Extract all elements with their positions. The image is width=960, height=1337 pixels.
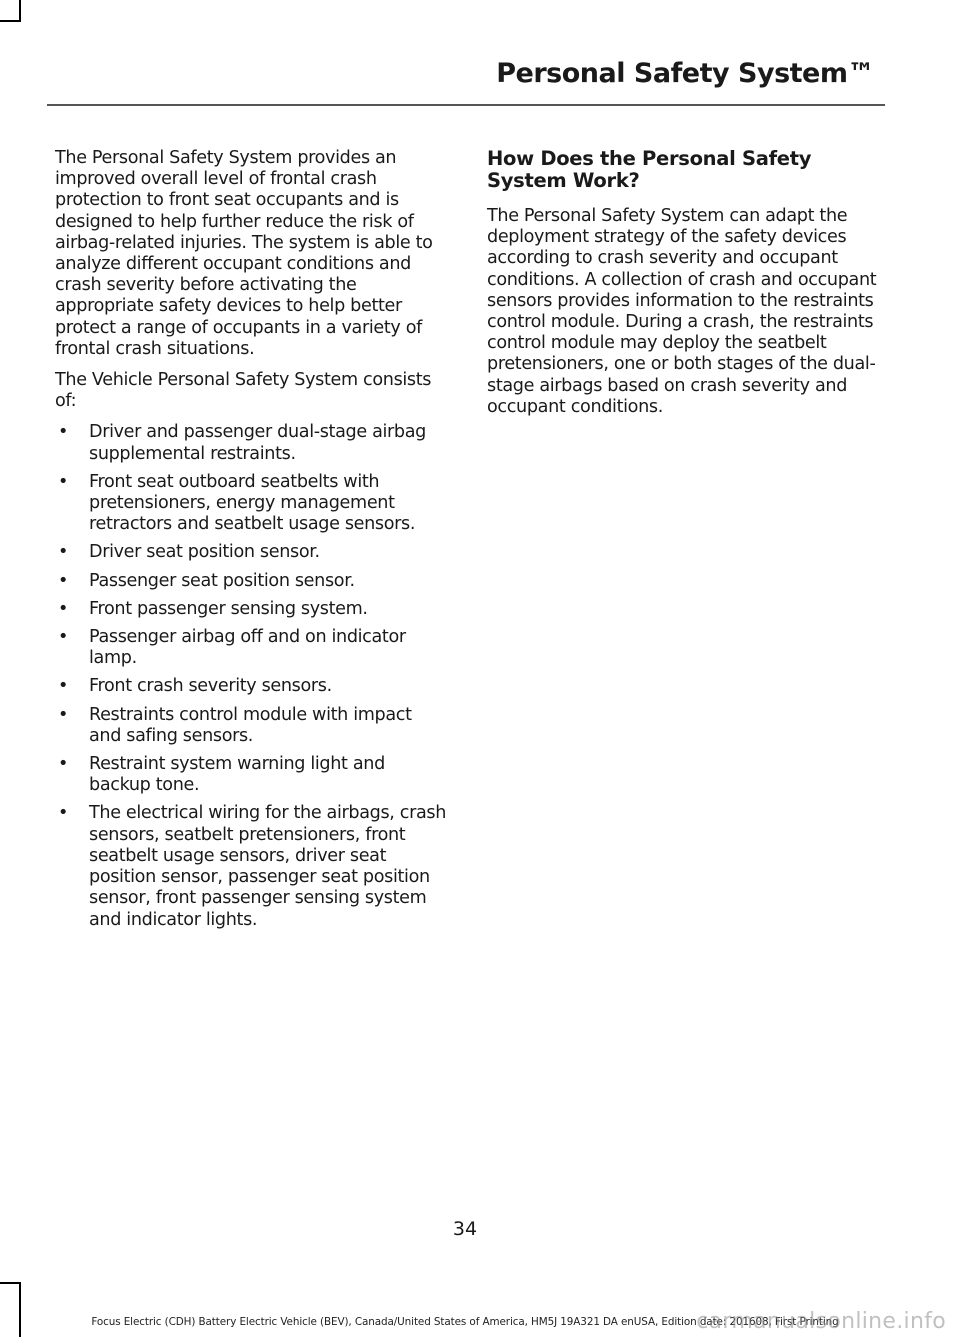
crop-mark-bottom-left-vertical — [19, 1282, 21, 1337]
watermark: carmanualsonline.info — [696, 1309, 946, 1334]
list-item-text: Driver and passenger dual-stage airbag supplemental restraints. — [89, 422, 426, 464]
list-item-text: Front passenger sensing system. — [89, 598, 368, 619]
crop-mark-bottom-left-horizontal — [0, 1282, 21, 1284]
bullet-icon: • — [58, 754, 69, 775]
list-item — [55, 571, 447, 592]
left-column — [55, 148, 447, 938]
list-item-text: Restraints control module with impact and safing sensors. — [89, 704, 412, 746]
list-item — [55, 754, 447, 796]
bullet-icon: • — [58, 627, 69, 648]
list-item — [55, 422, 447, 464]
list-item-text: Restraint system warning light and backup tone. — [89, 754, 385, 796]
list-item — [55, 599, 447, 620]
bullet-icon: • — [58, 704, 69, 725]
list-item — [55, 676, 447, 697]
how-it-works-paragraph: The Personal Safety System can adapt the deployment strategy of the safety devices according to crash severity and occupant conditions. A collection of crash and occupant sensors provides information to the restraints control module. During a crash, the restraints control module may deploy the seatbelt pretensioners, one or both stages of the dual-stage airbags based on crash severity and occupant conditions. — [487, 206, 877, 417]
list-item — [55, 803, 447, 930]
list-item-text: Passenger airbag off and on indicator lamp. — [89, 627, 406, 669]
list-item-text: Passenger seat position sensor. — [89, 570, 355, 591]
bullet-icon: • — [58, 803, 69, 824]
bullet-icon: • — [58, 422, 69, 443]
components-list — [55, 422, 447, 930]
bullet-icon: • — [58, 471, 69, 492]
list-item-text: The electrical wiring for the airbags, crash sensors, seatbelt pretensioners, front seatbelt usage sensors, driver seat position sensor, passenger seat position sensor, front passenger sensing system and indicator lights. — [89, 803, 447, 930]
footer-edition-info: Focus Electric (CDH) Battery Electric Vehicle (BEV), Canada/United States of America, HM5J 19A321 DA enUSA, Edition date: 201608, First Printing — [91, 1316, 839, 1328]
section-heading: How Does the Personal Safety System Work? — [487, 147, 812, 192]
page-number: 34 — [452, 1218, 478, 1240]
list-item-text: Front seat outboard seatbelts with pretensioners, energy management retractors and seatbelt usage sensors. — [89, 471, 416, 535]
list-item — [55, 627, 447, 669]
list-item-text: Front crash severity sensors. — [89, 676, 332, 697]
bullet-icon: • — [58, 542, 69, 563]
list-item — [55, 542, 447, 563]
right-column — [487, 148, 879, 428]
intro-paragraph: The Personal Safety System provides an improved overall level of frontal crash protection to front seat occupants and is designed to help further reduce the risk of airbag-related injuries. The system is able to analyze different occupant conditions and crash severity before activating the appropriate safety devices to help better protect a range of occupants in a variety of frontal crash situations. — [55, 148, 433, 359]
bullet-icon: • — [58, 676, 69, 697]
crop-mark-top-left-horizontal — [0, 20, 21, 22]
page-title: Personal Safety System™ — [496, 58, 874, 89]
crop-mark-top-left-vertical — [19, 0, 21, 22]
list-item-text: Driver seat position sensor. — [89, 542, 320, 563]
list-item — [55, 472, 447, 536]
header-divider — [47, 104, 885, 106]
list-item — [55, 705, 447, 747]
list-intro: The Vehicle Personal Safety System consists of: — [55, 370, 432, 412]
bullet-icon: • — [58, 598, 69, 619]
bullet-icon: • — [58, 570, 69, 591]
